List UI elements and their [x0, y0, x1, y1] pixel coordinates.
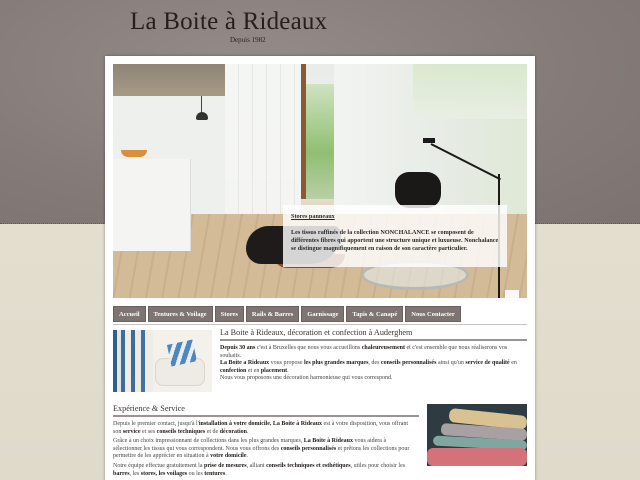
nav-rails-barres[interactable]: Rails & Barres	[246, 306, 299, 322]
intro-span: ainsi qu'un	[436, 360, 466, 367]
curtains-sofa-image	[113, 330, 212, 392]
exp-span: .	[247, 428, 249, 435]
scene-panel-blinds	[225, 64, 301, 214]
scene-lamp-cord	[201, 96, 202, 112]
intro-bold: placement	[260, 367, 288, 374]
intro-bold: chaleureusement	[361, 345, 405, 351]
intro-bold: confection	[220, 367, 247, 374]
exp-span: et de	[205, 428, 220, 435]
exp-bold: conseils techniques	[156, 428, 206, 435]
site-title[interactable]: La Boite à Rideaux	[130, 8, 328, 35]
nav-nous-contacter[interactable]: Nous Contacter	[405, 306, 461, 322]
site-header	[0, 0, 640, 56]
exp-bold: La Boite à Rideaux	[303, 438, 353, 445]
caption-text: Les tissus raffinés de la collection NONCHALANCE se composent de différentes fibres qui apportent une structure unique et luxueuse. Nonchalance se distingue magnifiquement en raison de son caractère particulier.	[291, 229, 499, 252]
exp-span: .	[225, 470, 227, 477]
slider-next-control[interactable]	[505, 290, 519, 298]
experience-text	[113, 421, 415, 480]
intro-span: c'est à Bruxelles que nous vous accueillons	[255, 345, 362, 351]
scene-garden	[306, 84, 334, 199]
intro-bold: service de qualité	[465, 360, 510, 367]
exp-bold: conseils personnalisés	[280, 445, 337, 452]
hero-slider[interactable]	[113, 64, 527, 298]
exp-bold: service	[122, 428, 141, 435]
intro-span: et en	[246, 367, 261, 374]
content-container	[105, 56, 535, 480]
scene-ceiling	[113, 64, 225, 96]
exp-bold: conseils techniques et esthétiques	[266, 462, 351, 469]
exp-bold: votre domicile	[210, 453, 247, 460]
exp-bold: décoration	[219, 428, 248, 435]
scene-floor-lamp-head	[423, 138, 435, 143]
scene-chair-back	[395, 172, 441, 208]
intro-bold: les plus grandes marques	[304, 360, 369, 367]
exp-span: , utiles pour choisir les	[350, 462, 406, 469]
nav-garnissage[interactable]: Garnissage	[301, 306, 344, 322]
exp-bold: installation à votre domicile, La Boite à Rideaux	[198, 421, 323, 427]
exp-span: , les	[129, 470, 141, 477]
intro-closing: Nous vous proposons une décoration harmonieuse qui vous correspond.	[220, 375, 393, 382]
fabric-pink	[427, 448, 527, 466]
intro-span: en	[509, 360, 517, 367]
intro-span: vous propose	[269, 360, 305, 367]
folded-fabrics-image	[427, 404, 527, 466]
intro-text	[220, 345, 527, 383]
intro-span: .	[287, 367, 289, 374]
scene-counter	[113, 159, 191, 251]
main-nav	[113, 306, 461, 322]
exp-bold: tentures	[204, 470, 226, 477]
exp-bold: barres	[113, 470, 130, 477]
exp-span: .	[246, 453, 249, 460]
exp-bold: stores, les voilages	[140, 470, 188, 477]
scene-fruit-bowl	[121, 150, 147, 157]
intro-bold: conseils personnalisés	[380, 360, 437, 367]
intro-span: , des	[368, 360, 381, 367]
exp-span: et ses	[140, 428, 157, 435]
scene-ivy	[413, 64, 527, 119]
intro-span: et c'est ensemble que nous réaliserons vos souhaits.	[220, 345, 508, 359]
site-tagline: Depuis 1982	[230, 36, 266, 44]
exp-span: Notre équipe effectue gratuitement la	[113, 462, 205, 469]
nav-stores[interactable]: Stores	[215, 306, 244, 322]
exp-span: Grâce à un choix impressionnant de collections dans les plus grandes marques,	[113, 438, 304, 445]
nav-tentures-voilage[interactable]: Tentures & Voilage	[148, 306, 213, 322]
exp-span: et prêtons les collections pour permettre de les apprécier en situation à	[113, 445, 410, 460]
nav-tapis-canape[interactable]: Tapis & Canapé	[346, 306, 403, 322]
exp-span: ou les	[187, 470, 205, 477]
intro-bold: Depuis 30 ans	[220, 345, 256, 351]
nav-accueil[interactable]: Accueil	[113, 306, 146, 322]
scene-pendant-lamp	[196, 112, 208, 120]
exp-span: est à votre disposition, vous offrant son	[113, 421, 409, 435]
exp-span: vous aidera à sélectionner les tissus qui vous correspondent. Nous vous offrons des	[113, 438, 387, 452]
nav-divider	[113, 324, 527, 325]
slider-caption	[283, 205, 507, 267]
exp-span: , alliant	[246, 462, 267, 469]
experience-heading: Expérience & Service	[113, 404, 419, 417]
intro-heading: La Boite à Rideaux, décoration et confection à Auderghem	[220, 328, 527, 341]
intro-bold: La Boite a Rideaux	[220, 360, 270, 367]
exp-span: Depuis le premier contact, jusqu'à l'	[113, 421, 199, 427]
exp-bold: prise de mesures	[204, 462, 247, 469]
caption-title-link[interactable]: Stores panneaux	[291, 213, 335, 220]
